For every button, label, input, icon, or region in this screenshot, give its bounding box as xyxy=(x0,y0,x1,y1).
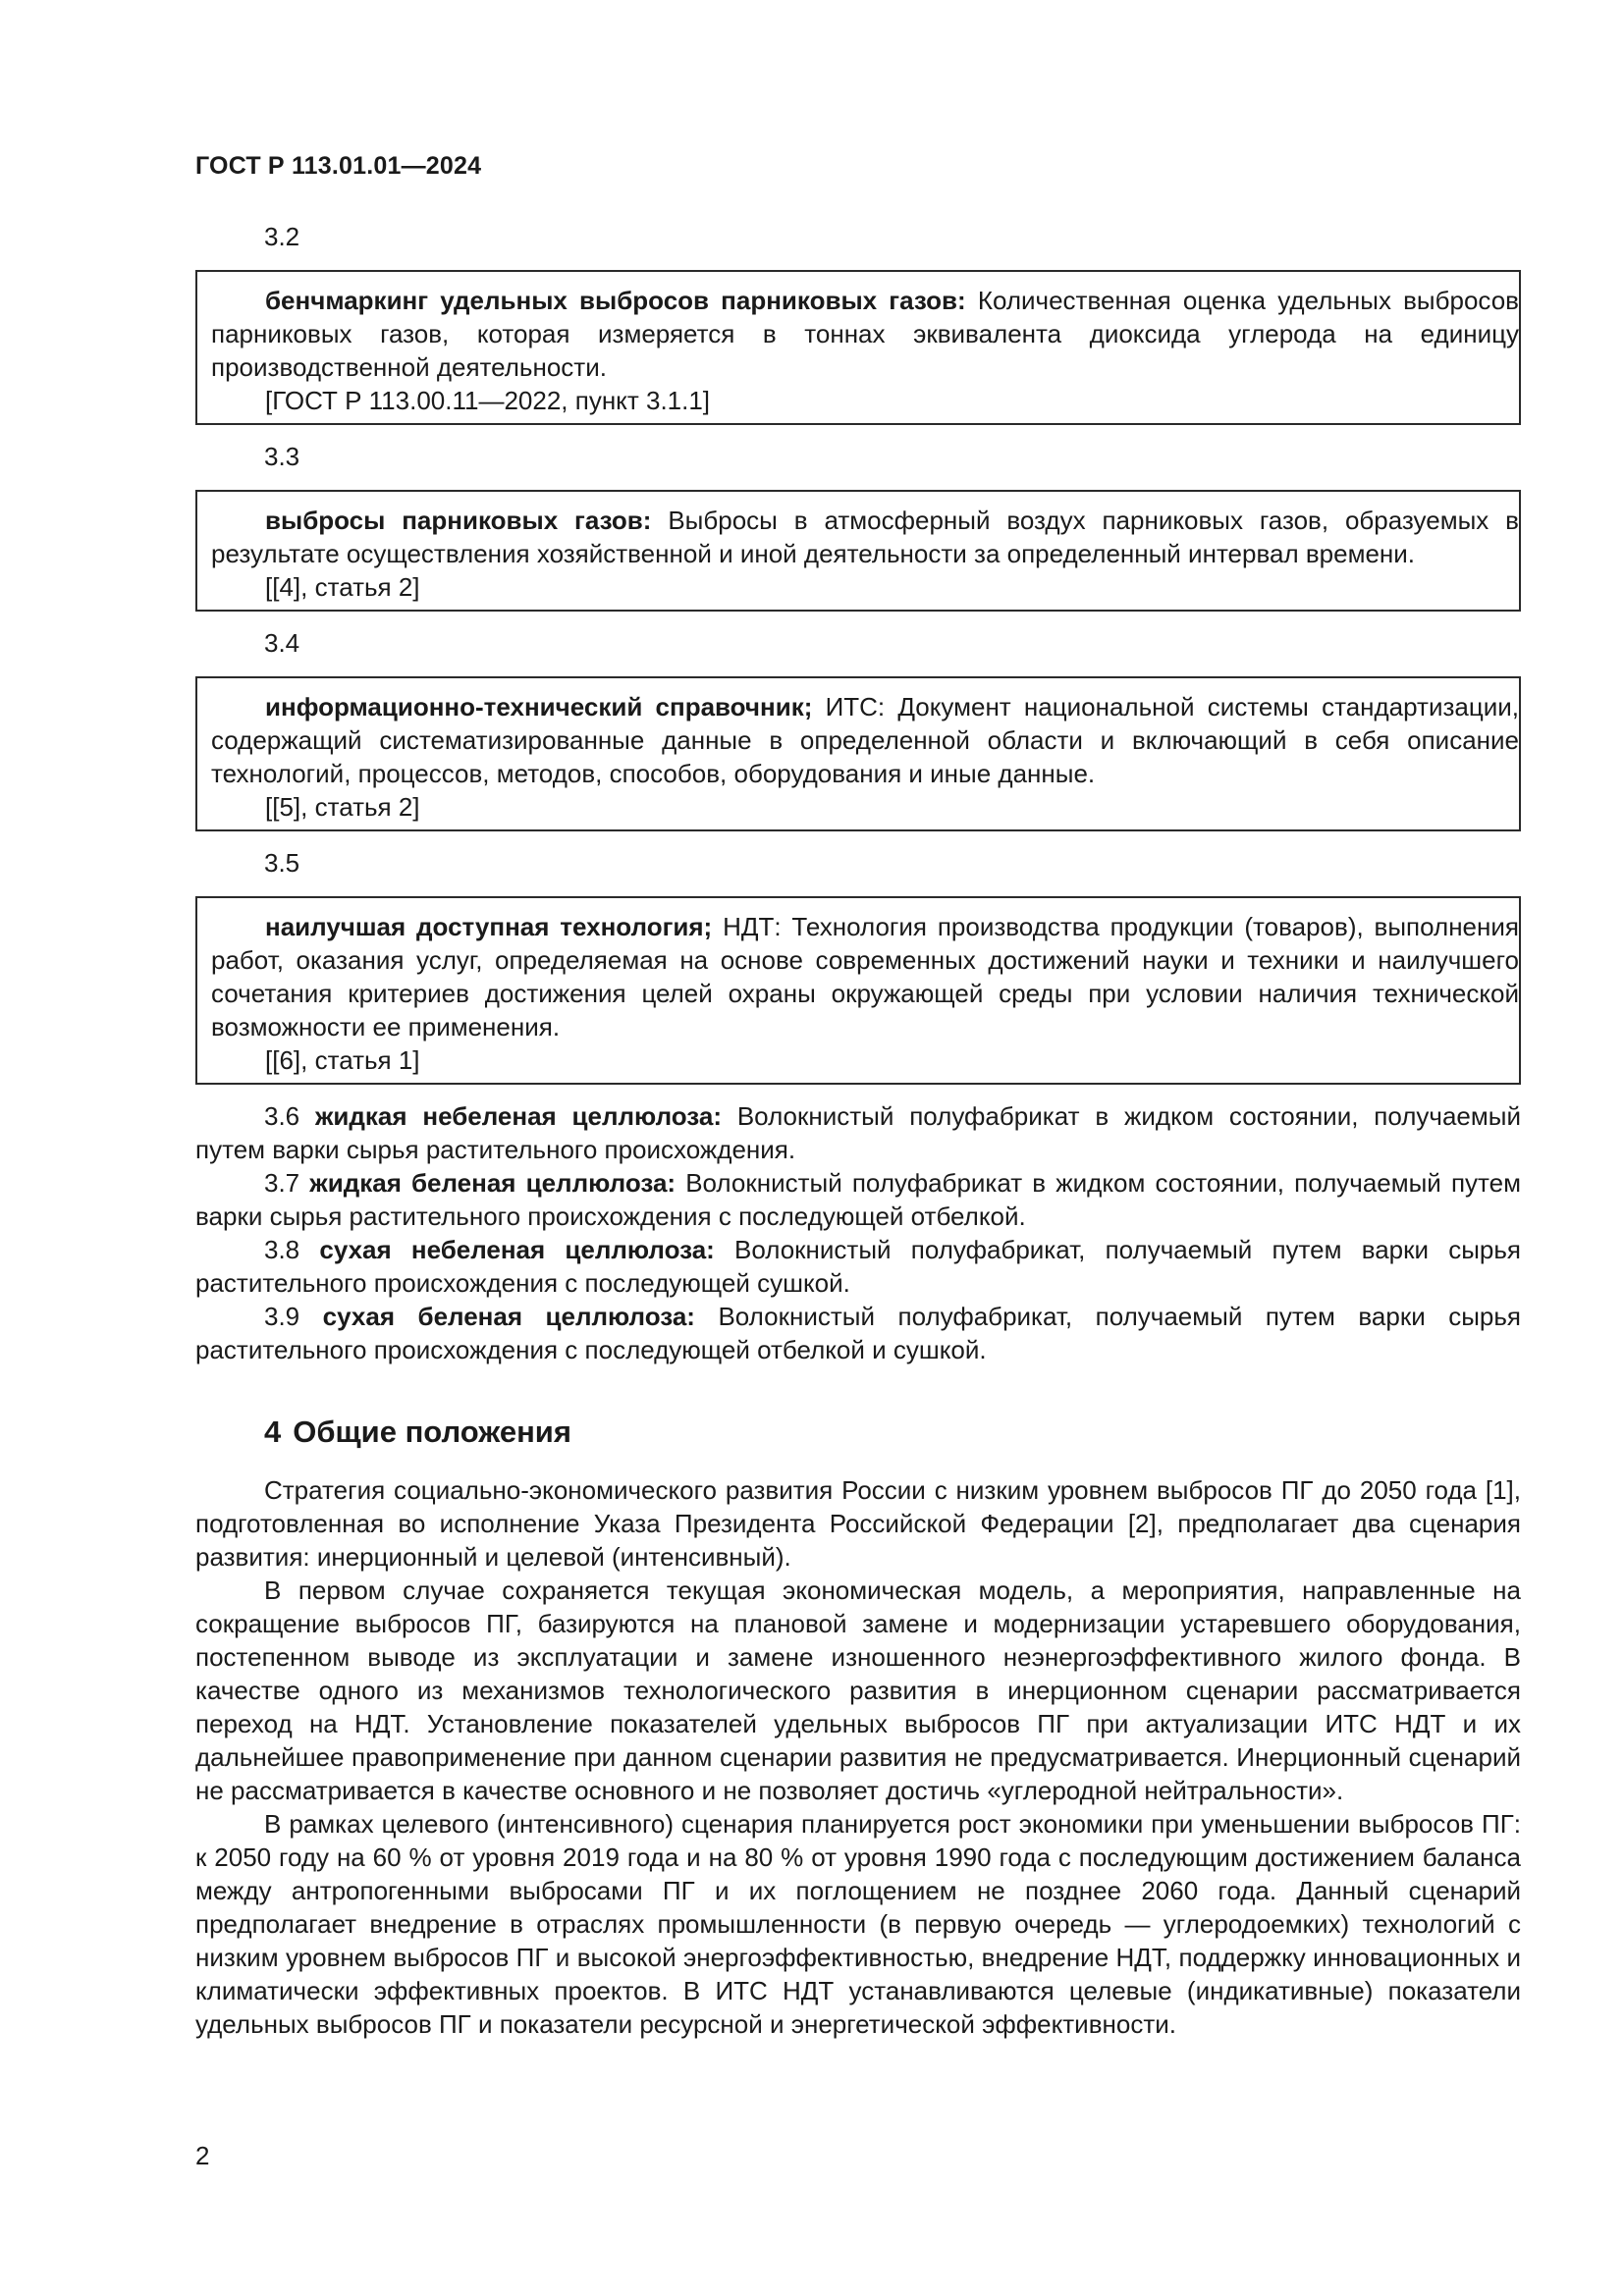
term-text: Выбросы в атмосферный воздух парниковых газов, образуемых в результате осуществления хозяйственной и иной деятельности за определенный интервал времени. xyxy=(211,506,1519,568)
plain-terms xyxy=(195,1099,1521,1366)
paragraph: В первом случае сохраняется текущая экономическая модель, а мероприятия, направленные на сокращение выбросов ПГ, базируются на плановой замене и модернизации устаревшего оборудования, постепенном выводе из эксплуатации и замене изношенного неэнергоэффективного жилого фонда. В качестве одного из механизмов технологического развития в инерционном сценарии рассматривается переход на НДТ. Установление показателей удельных выбросов ПГ при актуализации ИТС НДТ и их дальнейшее правоприменение при данном сценарии развития не предусматривается. Инерционный сценарий не рассматривается в качестве основного и не позволяет достичь «углеродной нейтральности». xyxy=(195,1575,1521,1805)
plain-term xyxy=(195,1233,1521,1300)
term-definition xyxy=(211,504,1519,570)
term-name: жидкая небеленая целлюлоза: xyxy=(315,1101,722,1131)
plain-term xyxy=(195,1166,1521,1233)
section-heading xyxy=(264,1413,1521,1452)
term-name: наилучшая доступная технология; xyxy=(265,912,713,941)
term-source: [ГОСТ Р 113.00.11—2022, пункт 3.1.1] xyxy=(265,386,711,415)
term-name: сухая небеленая целлюлоза: xyxy=(319,1235,715,1264)
term-number: 3.3 xyxy=(264,442,300,471)
term-number: 3.7 xyxy=(264,1168,300,1198)
term-name: жидкая беленая целлюлоза: xyxy=(309,1168,677,1198)
section-number: 4 xyxy=(264,1415,282,1449)
paragraph: В рамках целевого (интенсивного) сценария планируется рост экономики при уменьшении выбросов ПГ: к 2050 году на 60 % от уровня 2019 года и на 80 % от уровня 1990 года с последующим достижением баланса между антропогенными выбросами ПГ и их поглощением не позднее 2060 года. Данный сценарий предполагает внедрение в отраслях промышленности (в первую очередь — углеродоемких) технологий с низким уровнем выбросов ПГ и высокой энергоэффективностью, внедрение НДТ, поддержку инновационных и климатически эффективных проектов. В ИТС НДТ устанавливаются целевые (индикативные) показатели удельных выбросов ПГ и показатели ресурсной и энергетической эффективности. xyxy=(195,1809,1521,2039)
term-name: бенчмаркинг удельных выбросов парниковых газов: xyxy=(265,286,966,315)
term-name: сухая беленая целлюлоза: xyxy=(322,1302,695,1331)
term-source: [[6], статья 1] xyxy=(265,1045,420,1075)
page-number: 2 xyxy=(195,2141,210,2170)
term-text: НДТ: Технология производства продукции (товаров), выполнения работ, оказания услуг, определяемая на основе современных достижений науки и техники и наилучшего сочетания критериев достижения целей охраны окружающей среды при условии наличия технической возможности ее применения. xyxy=(211,912,1519,1041)
term-source: [[4], статья 2] xyxy=(265,572,420,602)
term-number: 3.9 xyxy=(264,1302,300,1331)
term-box xyxy=(195,676,1521,831)
section-title: Общие положения xyxy=(293,1415,571,1449)
term-box xyxy=(195,270,1521,425)
term-number: 3.6 xyxy=(264,1101,300,1131)
term-text: ИТС: Документ национальной системы стандартизации, содержащий систематизированные данные в определенной области и включающий в себя описание технологий, процессов, методов, способов, оборудования и иные данные. xyxy=(211,692,1520,788)
term-box xyxy=(195,490,1521,612)
term-text: Волокнистый полуфабрикат в жидком состоянии, получаемый путем варки сырья растительного происхождения. xyxy=(195,1101,1521,1164)
paragraph: Стратегия социально-экономического развития России с низким уровнем выбросов ПГ до 2050 года [1], подготовленная во исполнение Указа Президента Российской Федерации [2], предполагает два сценария развития: инерционный и целевой (интенсивный). xyxy=(195,1475,1521,1572)
section-body xyxy=(195,1473,1521,2041)
term-text: Количественная оценка удельных выбросов парниковых газов, которая измеряется в тоннах эквивалента диоксида углерода на единицу производственной деятельности. xyxy=(211,286,1519,382)
term-text: Волокнистый полуфабрикат, получаемый путем варки сырья растительного происхождения с последующей сушкой. xyxy=(195,1235,1521,1298)
document-header: ГОСТ Р 113.01.01—2024 xyxy=(195,152,482,180)
term-number: 3.2 xyxy=(264,222,300,251)
plain-term xyxy=(195,1099,1521,1166)
term-number: 3.8 xyxy=(264,1235,300,1264)
term-number: 3.4 xyxy=(264,628,300,658)
term-text: Волокнистый полуфабрикат в жидком состоянии, получаемый путем варки сырья растительного происхождения с последующей отбелкой. xyxy=(195,1168,1521,1231)
term-box xyxy=(195,896,1521,1085)
term-definition xyxy=(211,690,1519,790)
term-definition xyxy=(211,284,1519,384)
plain-term xyxy=(195,1300,1521,1366)
term-definition xyxy=(211,910,1519,1043)
term-name: выбросы парниковых газов: xyxy=(265,506,652,535)
term-source: [[5], статья 2] xyxy=(265,792,420,822)
term-text: Волокнистый полуфабрикат, получаемый путем варки сырья растительного происхождения с последующей отбелкой и сушкой. xyxy=(195,1302,1521,1364)
page-content xyxy=(195,220,1521,2041)
term-name: информационно-технический справочник; xyxy=(265,692,813,721)
term-number: 3.5 xyxy=(264,848,300,878)
